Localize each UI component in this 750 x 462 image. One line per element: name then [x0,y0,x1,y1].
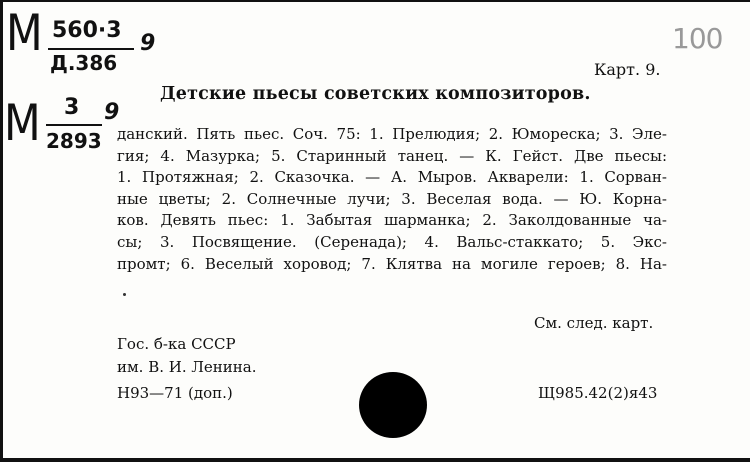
body-line: сы; 3. Посвящение. (Серенада); 4. Вальс-стаккато; 5. Экс- [117,232,667,251]
body-line: ные цветы; 2. Солнечные лучи; 3. Веселая вода. — Ю. Корна- [117,189,667,208]
card-body-text [117,124,667,275]
classification-code: Щ985.42(2)я43 [538,384,658,402]
card-left-edge [0,0,3,462]
handwritten-fraction-bar-bottom [46,124,102,126]
library-name-continued: им. В. И. Ленина. [117,358,257,376]
handwritten-shelf-denominator-bottom: 2893 [46,129,102,153]
card-punch-hole [359,372,427,438]
handwritten-shelf-letter-top: М [6,4,43,62]
handwritten-shelf-numerator-bottom: 3 [64,95,80,120]
faded-stamp-number: 100 [672,22,723,55]
handwritten-fraction-bar-top [48,48,134,50]
body-line: гия; 4. Мазурка; 5. Старинный танец. — К. Гейст. Две пьесы: [117,146,667,165]
library-name: Гос. б-ка СССР [117,335,236,353]
handwritten-shelf-numerator-top: 560·3 [52,18,122,43]
ink-dot [123,293,126,296]
body-line: промт; 6. Веселый хоровод; 7. Клятва на могиле героев; 8. На- [117,254,667,273]
card-top-edge [0,0,750,2]
body-line: данский. Пять пьес. Соч. 75: 1. Прелюдия; 2. Юмореска; 3. Эле- [117,125,667,143]
handwritten-mark-bottom: 9 [104,100,120,125]
card-print-code: Н93—71 (доп.) [117,384,233,402]
handwritten-mark-top: 9 [140,31,156,56]
see-next-card-note: См. след. карт. [534,314,654,332]
handwritten-shelf-denominator-top: Д.386 [50,51,118,75]
body-line: 1. Протяжная; 2. Сказочка. — А. Мыров. Акварели: 1. Сорван- [117,168,667,187]
card-title: Детские пьесы советских композиторов. [160,84,591,104]
card-bottom-edge [0,458,750,462]
card-number-label: Карт. 9. [594,60,661,79]
body-line: ков. Девять пьес: 1. Забытая шарманка; 2. Заколдованные ча- [117,211,667,230]
handwritten-shelf-letter-bottom: М [4,94,41,152]
